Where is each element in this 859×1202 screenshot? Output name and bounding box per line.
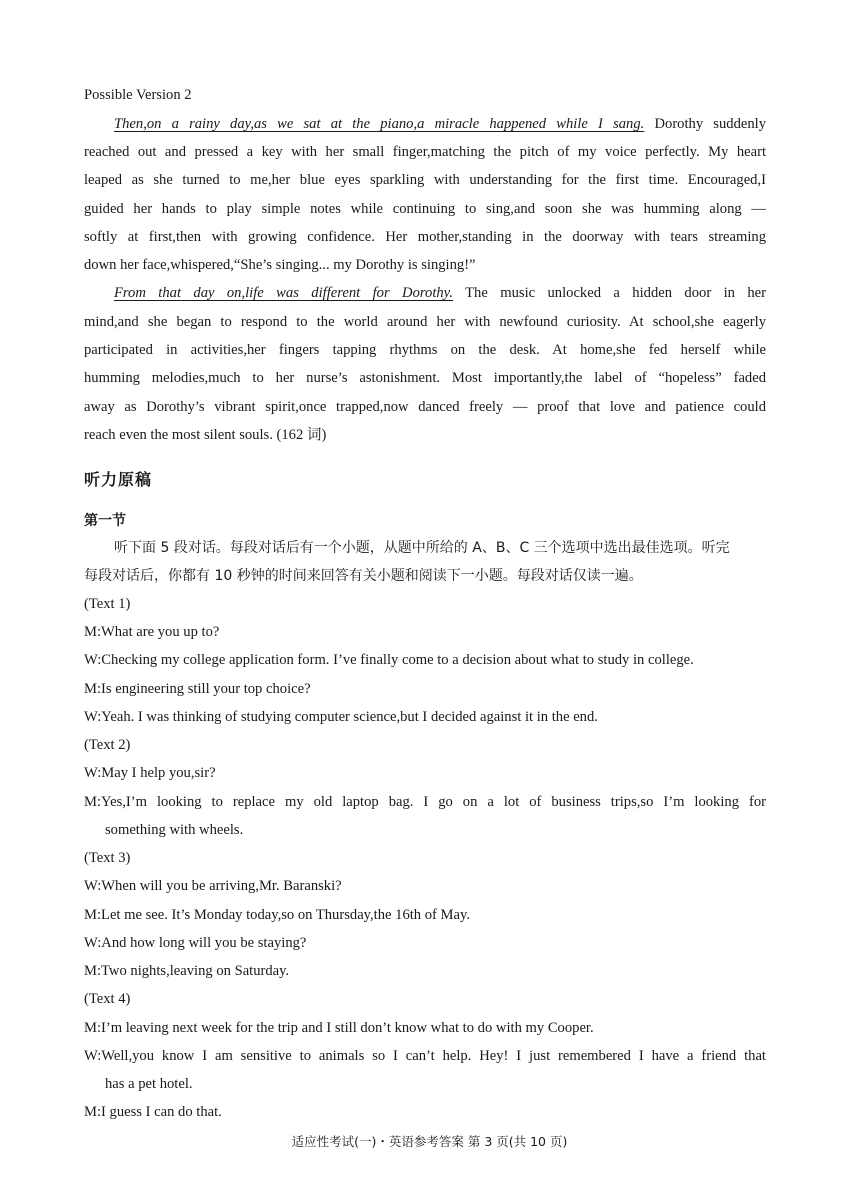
dialogue-line: W:Checking my college application form. I’ve finally come to a decision about what to study in college.: [84, 652, 694, 668]
paragraph-2-line-2: mind,and she began to respond to the world around her with newfound curiosity. At school,she eagerly: [84, 314, 766, 330]
dialogue-line: W:May I help you,sir?: [84, 765, 216, 781]
section-heading: 听力原稿: [84, 470, 153, 489]
paragraph-1-line-4: guided her hands to play simple notes while continuing to sing,and soon she was humming along —: [84, 201, 766, 217]
paragraph-1-line-1-rest: Dorothy suddenly: [644, 116, 766, 132]
paragraph-1-opening-sentence: Then,on a rainy day,as we sat at the piano,a miracle happened while I sang.: [114, 116, 645, 132]
dialogue-line: M:I’m leaving next week for the trip and I still don’t know what to do with my Cooper.: [84, 1020, 594, 1036]
text-label: (Text 1): [84, 596, 131, 612]
dialogue-line: W:When will you be arriving,Mr. Baranski?: [84, 878, 342, 894]
dialogue-line: M:Is engineering still your top choice?: [84, 681, 311, 697]
page-footer: 适应性考试(一)・英语参考答案 第 3 页(共 10 页): [291, 1134, 568, 1149]
paragraph-2-line-1-rest: The music unlocked a hidden door in her: [453, 285, 766, 301]
part-heading: 第一节: [84, 513, 126, 529]
paragraph-2-line-6: reach even the most silent souls. (162 词): [84, 427, 327, 443]
paragraph-1-line-2: reached out and pressed a key with her small finger,matching the pitch of my voice perfectly. My heart: [84, 144, 766, 160]
text-label: (Text 2): [84, 737, 131, 753]
instructions-line-2: 每段对话后，你都有 10 秒钟的时间来回答有关小题和阅读下一小题。每段对话仅读一遍。: [84, 568, 643, 584]
text-label: (Text 3): [84, 850, 131, 866]
paragraph-1-line-3: leaped as she turned to me,her blue eyes sparkling with understanding for the first time. Encouraged,I: [84, 172, 766, 188]
paragraph-2-line-1: [114, 279, 766, 307]
paragraph-1-line-5: softly at first,then with growing confidence. Her mother,standing in the doorway with tears streaming: [84, 229, 766, 245]
dialogue-line: W:And how long will you be staying?: [84, 935, 307, 951]
dialogue-line: M:Let me see. It’s Monday today,so on Thursday,the 16th of May.: [84, 907, 470, 923]
instructions-line-1: 听下面 5 段对话。每段对话后有一个小题，从题中所给的 A、B、C 三个选项中选出最佳选项。听完: [114, 540, 730, 556]
dialogue-line: M:Two nights,leaving on Saturday.: [84, 963, 290, 979]
paragraph-2-opening-sentence: From that day on,life was different for Dorothy.: [114, 285, 453, 301]
paragraph-2-line-5: away as Dorothy’s vibrant spirit,once trapped,now danced freely — proof that love and patience could: [84, 399, 766, 415]
dialogue-line: W:Yeah. I was thinking of studying computer science,but I decided against it in the end.: [84, 709, 598, 725]
dialogue-line: M:What are you up to?: [84, 624, 220, 640]
dialogue-line-continuation: something with wheels.: [105, 822, 244, 838]
dialogue-line: M:Yes,I’m looking to replace my old laptop bag. I go on a lot of business trips,so I’m looking for: [84, 794, 766, 810]
paragraph-2-line-3: participated in activities,her fingers tapping rhythms on the desk. At home,she fed herself while: [84, 342, 766, 358]
dialogue-line: W:Well,you know I am sensitive to animals so I can’t help. Hey! I just remembered I have a friend that: [84, 1048, 766, 1064]
text-label: (Text 4): [84, 991, 131, 1007]
dialogue-line-continuation: has a pet hotel.: [105, 1076, 193, 1092]
paragraph-2-line-4: humming melodies,much to her nurse’s astonishment. Most importantly,the label of “hopeless” faded: [84, 370, 766, 386]
dialogue-line: M:I guess I can do that.: [84, 1104, 222, 1120]
version-title: Possible Version 2: [84, 87, 192, 103]
paragraph-1-line-6: down her face,whispered,“She’s singing... my Dorothy is singing!”: [84, 257, 476, 273]
paragraph-1-line-1: [114, 110, 766, 138]
